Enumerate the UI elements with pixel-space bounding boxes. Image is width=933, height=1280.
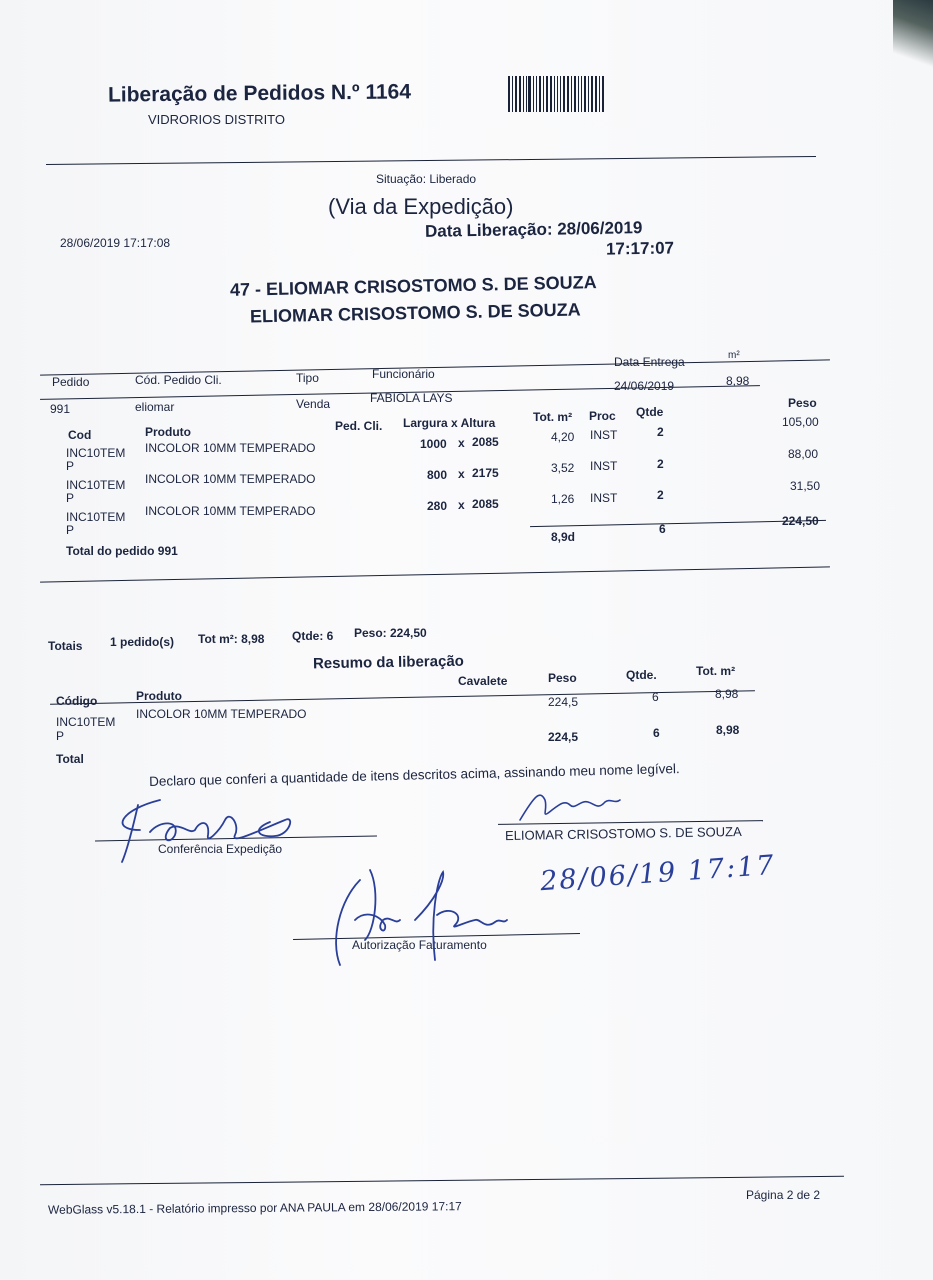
col-tipo: Tipo bbox=[296, 371, 319, 385]
item-qtde: 2 bbox=[657, 488, 664, 502]
summary-title: Resumo da liberação bbox=[312, 652, 465, 673]
totals-peso: Peso: 224,50 bbox=[354, 626, 427, 640]
val-funcionario: FABIOLA LAYS bbox=[370, 391, 453, 405]
company-name: VIDRORIOS DISTRITO bbox=[148, 112, 285, 127]
printed-datetime: 28/06/2019 17:17:08 bbox=[60, 236, 171, 250]
item-proc: INST bbox=[590, 491, 618, 505]
item-col-peso: Peso bbox=[788, 396, 817, 410]
totals-label: Totais bbox=[48, 639, 83, 653]
footer-rule bbox=[40, 1176, 844, 1185]
summary-tot-m2: 8,98 bbox=[715, 687, 739, 701]
item-col-ped-cli: Ped. Cli. bbox=[335, 419, 383, 433]
summary-col-cavalete: Cavalete bbox=[458, 674, 508, 688]
summary-total-m2: 8,98 bbox=[716, 723, 740, 737]
item-largura: 280 bbox=[427, 499, 448, 513]
item-col-proc: Proc bbox=[589, 409, 616, 423]
item-cod-wrap: P bbox=[66, 523, 75, 537]
val-cod-pedido-cli: eliomar bbox=[135, 400, 175, 414]
item-produto: INCOLOR 10MM TEMPERADO bbox=[145, 441, 316, 455]
item-peso: 105,00 bbox=[782, 415, 819, 429]
autorizacao-handwritten-signature bbox=[325, 860, 525, 975]
totals-qtde: Qtde: 6 bbox=[292, 629, 334, 643]
col-cod-pedido-cli: Cód. Pedido Cli. bbox=[135, 373, 222, 387]
summary-produto: INCOLOR 10MM TEMPERADO bbox=[136, 707, 307, 721]
val-data-entrega: 24/06/2019 bbox=[614, 379, 675, 393]
customer-line-2: ELIOMAR CRISOSTOMO S. DE SOUZA bbox=[249, 299, 581, 327]
col-data-entrega: Data Entrega bbox=[614, 355, 685, 369]
footer-page-number: Página 2 de 2 bbox=[746, 1188, 821, 1202]
item-x: x bbox=[458, 467, 465, 481]
release-date: Data Liberação: 28/06/2019 bbox=[424, 218, 643, 241]
summary-col-peso: Peso bbox=[548, 671, 577, 685]
barcode bbox=[508, 76, 604, 112]
totals-pedidos: 1 pedido(s) bbox=[110, 635, 175, 649]
order-bottom-rule bbox=[40, 566, 830, 582]
customer-name: ELIOMAR CRISOSTOMO S. DE SOUZA bbox=[504, 823, 742, 844]
item-peso: 31,50 bbox=[790, 479, 821, 493]
item-x: x bbox=[458, 498, 465, 512]
val-tipo: Venda bbox=[296, 397, 331, 411]
document-title: Liberação de Pedidos N.º 1164 bbox=[107, 80, 412, 107]
item-col-dimensions: Largura x Altura bbox=[403, 416, 496, 430]
order-total-peso: 224,50 bbox=[782, 514, 819, 528]
item-largura: 800 bbox=[427, 468, 448, 482]
item-largura: 1000 bbox=[420, 437, 447, 451]
via-label: (Via da Expedição) bbox=[328, 194, 514, 219]
col-m2: m² bbox=[728, 350, 740, 361]
item-cod: INC10TEM bbox=[66, 478, 126, 492]
val-m2: 8,98 bbox=[726, 374, 750, 388]
summary-codigo-wrap: P bbox=[56, 729, 65, 743]
item-peso: 88,00 bbox=[788, 447, 819, 461]
item-x: x bbox=[458, 436, 465, 450]
summary-qtde: 6 bbox=[652, 690, 659, 704]
item-cod: INC10TEM bbox=[66, 446, 126, 460]
summary-codigo: INC10TEM bbox=[56, 715, 116, 729]
item-tot-m2: 4,20 bbox=[551, 430, 575, 444]
item-cod-wrap: P bbox=[66, 491, 75, 505]
val-pedido: 991 bbox=[50, 402, 71, 416]
declaration-text: Declaro que conferi a quantidade de itens descritos acima, assinando meu nome legível. bbox=[149, 761, 680, 789]
summary-col-codigo: Código bbox=[56, 694, 98, 708]
situation-label: Situação: Liberado bbox=[376, 172, 477, 186]
photo-edge-shadow bbox=[893, 0, 933, 70]
conferencia-label: Conferência Expedição bbox=[158, 842, 283, 856]
order-total-label: Total do pedido 991 bbox=[66, 544, 178, 558]
customer-line-1: 47 - ELIOMAR CRISOSTOMO S. DE SOUZA bbox=[229, 272, 597, 300]
release-time: 17:17:07 bbox=[605, 238, 675, 259]
item-col-produto: Produto bbox=[145, 425, 191, 439]
col-funcionario: Funcionário bbox=[372, 367, 435, 381]
item-altura: 2085 bbox=[472, 497, 499, 511]
order-total-qtde: 6 bbox=[659, 522, 666, 536]
autorizacao-label: Autorização Faturamento bbox=[352, 938, 487, 952]
item-altura: 2175 bbox=[472, 466, 499, 480]
item-tot-m2: 1,26 bbox=[551, 492, 575, 506]
order-total-m2: 8,9d bbox=[551, 530, 576, 544]
summary-col-qtde: Qtde. bbox=[626, 668, 657, 682]
summary-total-qtde: 6 bbox=[653, 726, 660, 740]
footer-left: WebGlass v5.18.1 - Relatório impresso por ANA PAULA em 28/06/2019 17:17 bbox=[47, 1199, 462, 1217]
item-altura: 2085 bbox=[472, 435, 499, 449]
col-pedido: Pedido bbox=[52, 375, 90, 389]
item-cod: INC10TEM bbox=[66, 510, 126, 524]
item-col-tot-m2: Tot. m² bbox=[533, 410, 573, 424]
summary-col-tot-m2: Tot. m² bbox=[696, 664, 736, 678]
item-proc: INST bbox=[590, 459, 618, 473]
item-qtde: 2 bbox=[657, 457, 664, 471]
item-qtde: 2 bbox=[657, 425, 664, 439]
summary-col-produto: Produto bbox=[136, 689, 182, 703]
item-produto: INCOLOR 10MM TEMPERADO bbox=[145, 472, 316, 486]
item-produto: INCOLOR 10MM TEMPERADO bbox=[145, 504, 316, 518]
summary-total-peso: 224,5 bbox=[548, 730, 579, 744]
totals-tot-m2: Tot m²: 8,98 bbox=[198, 632, 265, 646]
item-proc: INST bbox=[590, 428, 618, 442]
customer-handwritten-signature bbox=[510, 780, 640, 830]
item-cod-wrap: P bbox=[66, 459, 75, 473]
header-divider bbox=[46, 156, 816, 165]
summary-peso: 224,5 bbox=[548, 695, 579, 709]
conferencia-handwritten-signature bbox=[100, 790, 400, 870]
summary-total-label: Total bbox=[56, 752, 84, 766]
item-tot-m2: 3,52 bbox=[551, 461, 575, 475]
handwritten-date: 28/06/19 17:17 bbox=[539, 849, 777, 898]
item-col-qtde: Qtde bbox=[636, 405, 664, 419]
item-col-cod: Cod bbox=[68, 428, 92, 442]
